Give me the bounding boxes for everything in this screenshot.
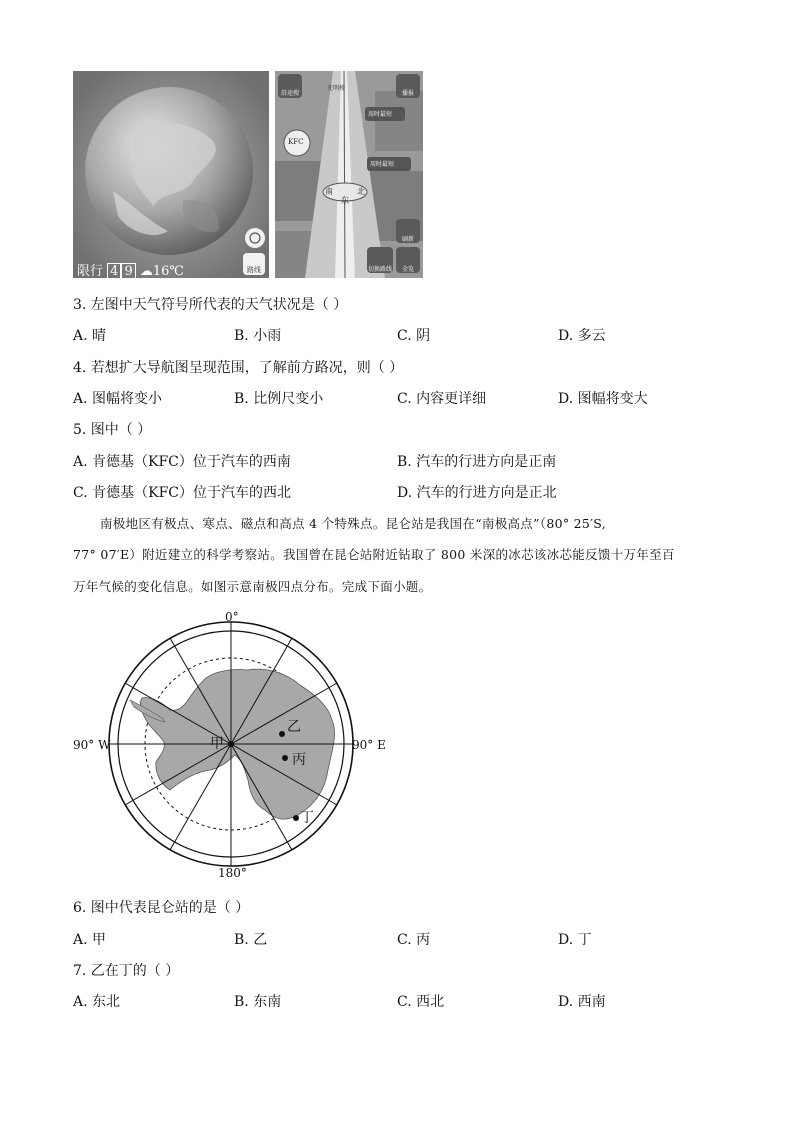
overview-button[interactable]: 全览 [401,266,414,273]
map-label-0: 0° [225,610,239,624]
map-label-90e: 90° E [352,738,386,752]
q3-option-b: B. 小雨 [234,328,282,344]
q3-option-d: D. 多云 [558,328,606,344]
q3-option-a: A. 晴 [73,328,107,344]
compass-south: 南 [325,187,333,196]
route-button[interactable]: 路线 [247,266,261,274]
map-label-180: 180° [218,866,247,880]
antarctica-map [70,610,390,880]
q6-option-c: C. 丙 [397,932,431,948]
question-3-stem: 3. 左图中天气符号所代表的天气状况是（ ） [73,297,348,313]
point-jia: 甲 [210,736,224,752]
question-5-stem: 5. 图中（ ） [73,422,152,438]
sound-button[interactable]: 播报 [401,90,414,97]
route-bubble-1: 用时最短 [368,111,393,118]
q6-option-b: B. 乙 [234,932,268,948]
point-bing: 丙 [292,752,306,768]
q6-option-a: A. 甲 [73,932,107,948]
q4-option-c: C. 内容更详细 [397,391,487,407]
refresh-button[interactable]: 刷新 [401,236,414,243]
q4-option-a: A. 图幅将变小 [73,391,163,407]
point-yi: 乙 [287,719,301,735]
temperature: 16℃ [152,264,184,278]
q6-option-d: D. 丁 [558,932,592,948]
globe-graphic [73,71,269,278]
search-along-button[interactable]: 沿途搜 [280,90,299,97]
point-ding: 丁 [300,810,314,826]
navigation-graphic [275,71,423,278]
cloud-icon: ☁ [139,264,153,278]
map-label-90w: 90° W [73,738,111,752]
compass-north: 北 [357,187,365,196]
q4-option-b: B. 比例尺变小 [234,391,324,407]
location-icon[interactable] [245,228,265,248]
question-7-stem: 7. 乙在丁的（ ） [73,963,180,979]
limit-label: 限行 [77,264,104,278]
passage-line-1: 南极地区有极点、寒点、磁点和高点 4 个特殊点。昆仑站是我国在“南极高点”（80° 25′S, [100,516,606,531]
question-4-stem: 4. 若想扩大导航图呈现范围，了解前方路况，则（ ） [73,360,404,376]
q3-option-c: C. 阴 [397,328,431,344]
q7-option-d: D. 西南 [558,994,606,1010]
q4-option-d: D. 图幅将变大 [558,391,648,407]
navigation-image [275,71,423,278]
question-6-stem: 6. 图中代表昆仑站的是（ ） [73,900,250,916]
route-bubble-2: 用时最短 [370,161,395,168]
limit-digit-1: 4 [107,263,121,278]
passage-line-3: 万年气候的变化信息。如图示意南极四点分布。完成下面小题。 [73,579,432,594]
limit-digit-2: 9 [121,263,135,278]
q7-option-c: C. 西北 [397,994,445,1010]
globe-image [73,71,269,278]
q5-option-c: C. 肯德基（KFC）位于汽车的西北 [73,485,291,501]
q5-option-a: A. 肯德基（KFC）位于汽车的西南 [73,454,291,470]
q5-option-b: B. 汽车的行进方向是正南 [397,454,557,470]
limit-bar [77,260,184,278]
switch-route-button[interactable]: 切换路线 [367,266,392,273]
q7-option-b: B. 东南 [234,994,282,1010]
kfc-marker[interactable]: KFC [288,138,304,146]
passage-line-2: 77° 07′E）附近建立的科学考察站。我国曾在昆仑站附近钻取了 800 米深的冰芯该冰芯能反馈十万年至百 [73,547,675,562]
compass-east: 东 [341,196,349,205]
q7-option-a: A. 东北 [73,994,121,1010]
q5-option-d: D. 汽车的行进方向是正北 [397,485,557,501]
road-name: 光明桥 [327,85,346,92]
antarctica-map-svg [70,610,390,880]
